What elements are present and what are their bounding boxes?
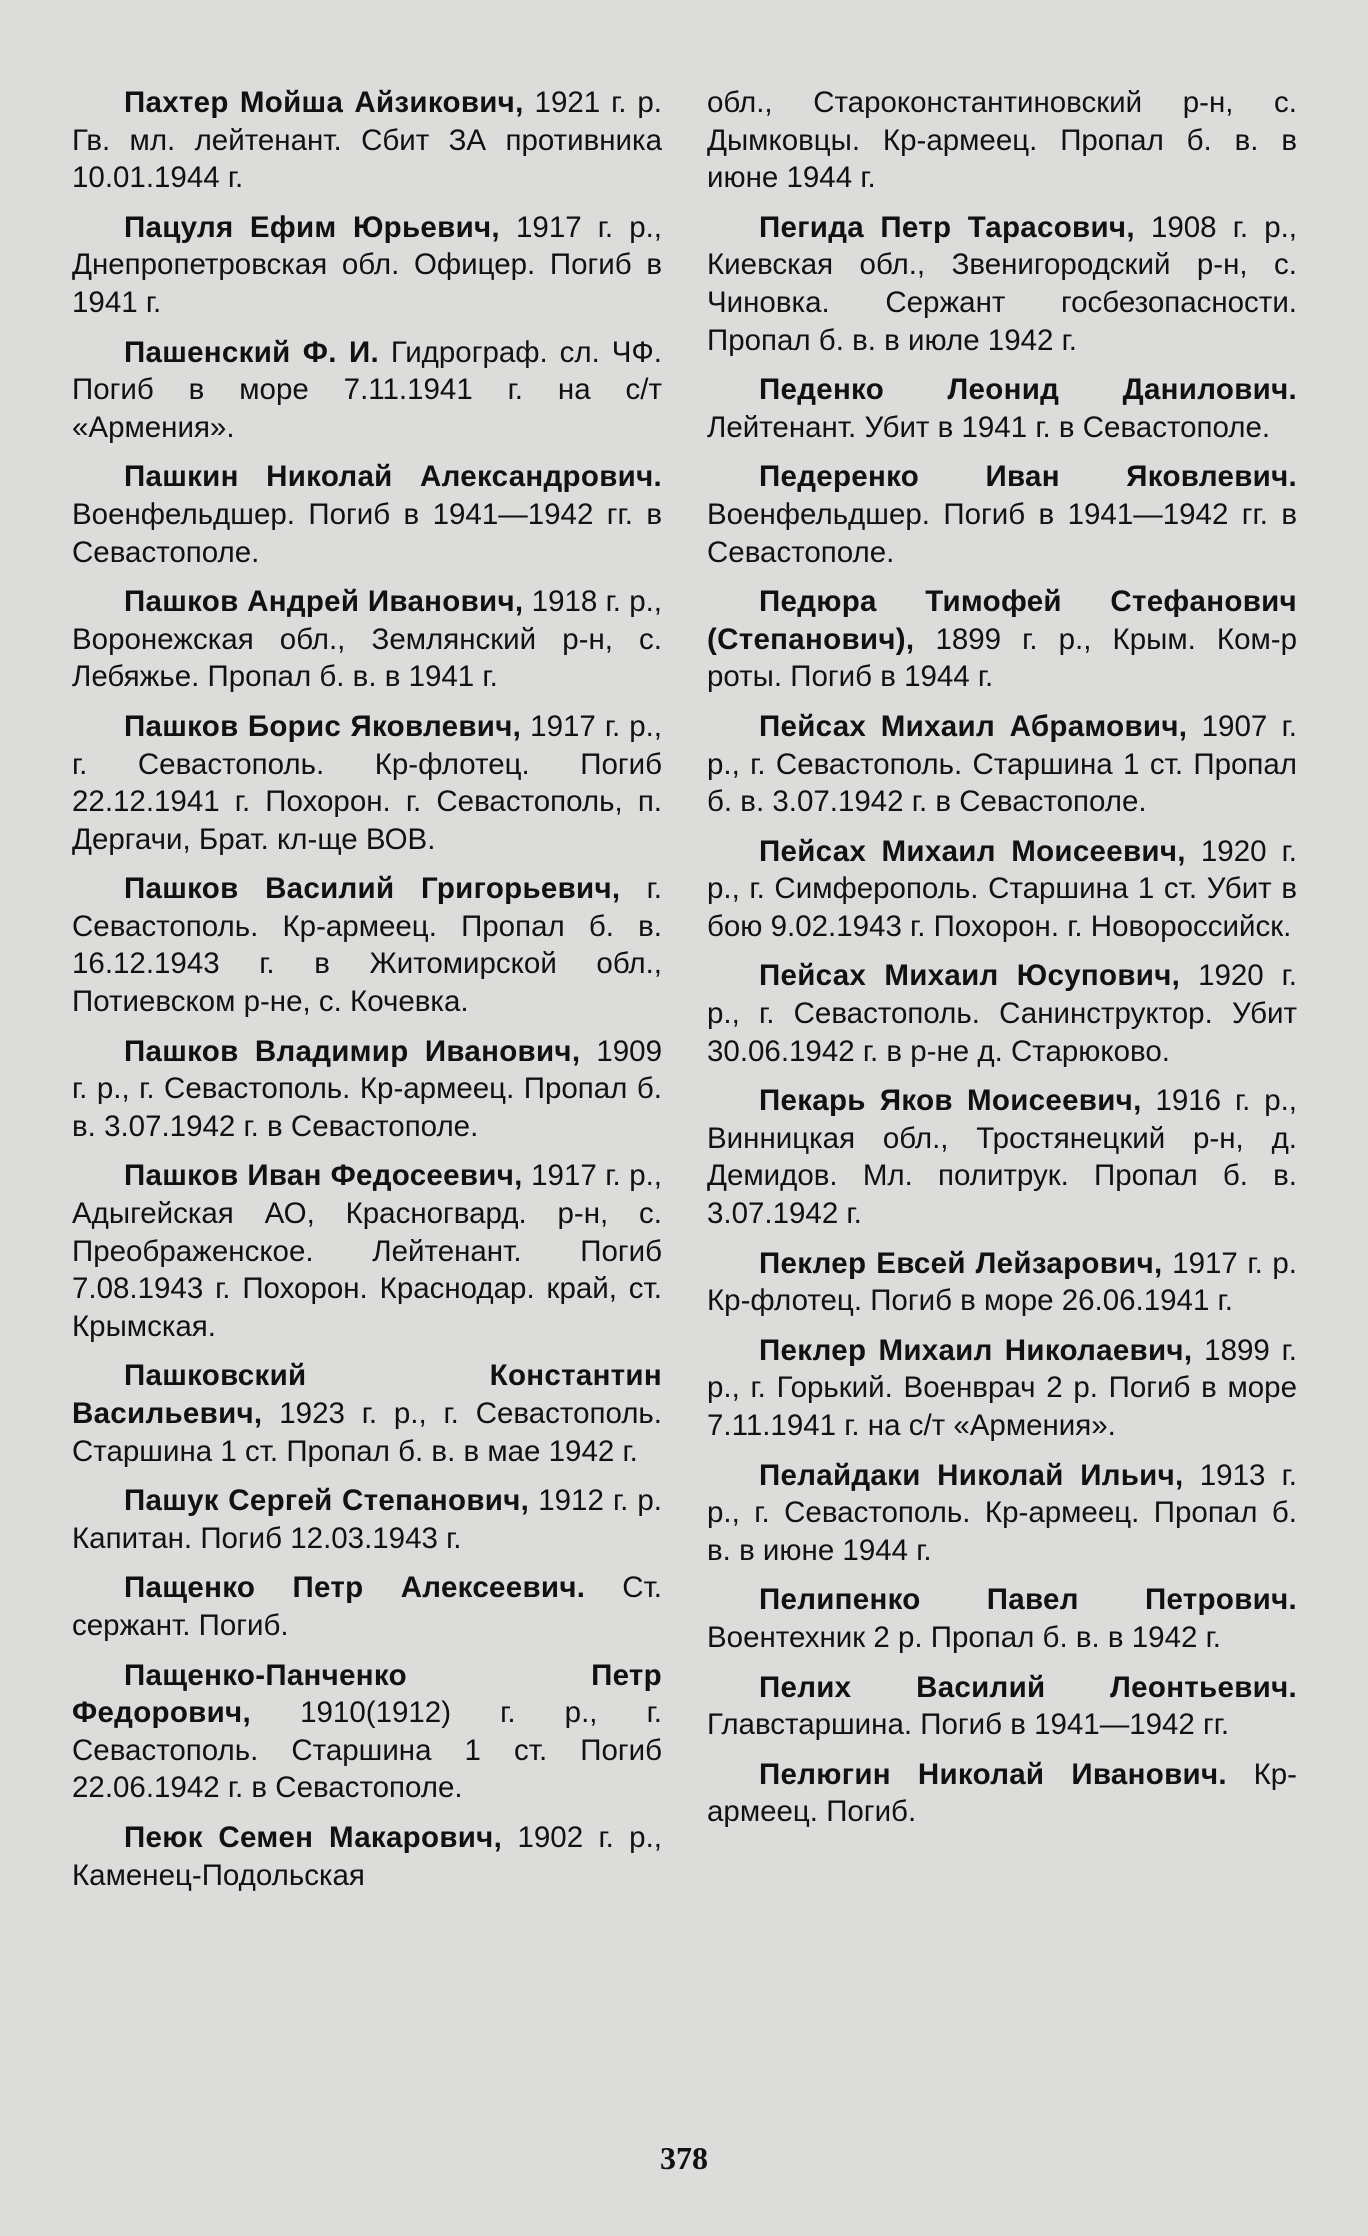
entry-text: 1899 г. р., г. Горький. Военврач 2 р. Погиб в море 7.11.1941 г. на с/т «Армения». (707, 1333, 1298, 1442)
entry (72, 1157, 662, 1345)
entry-name: Пашков Владимир Иванович, (124, 1034, 581, 1068)
entry (72, 334, 662, 447)
entry-name: Пашковский Константин Васильевич, (72, 1359, 662, 1430)
entry-text: 1917 г. р., Адыгейская АО, Красногвард. р-н, с. Преображенское. Лейтенант. Погиб 7.08.1943 г. Похорон. Краснодар. край, ст. Крымская. (72, 1159, 662, 1343)
entry (72, 708, 662, 858)
entry-name: Пейсах Михаил Моисеевич, (759, 834, 1186, 868)
entry (72, 870, 662, 1020)
entry (72, 1033, 662, 1146)
entry-text: 1910(1912) г. р., г. Севастополь. Старшина 1 ст. Погиб 22.06.1942 г. в Севастополе. (72, 1696, 662, 1805)
entry-name: Пеюк Семен Макарович, (124, 1820, 503, 1854)
entry (72, 209, 662, 322)
entry-name: Пашков Иван Федосеевич, (124, 1159, 523, 1193)
entry (72, 1657, 662, 1807)
entry-text: 1908 г. р., Киевская обл., Звенигородский р-н, с. Чиновка. Сержант госбезопасности. Пропал б. в. в июле 1942 г. (707, 210, 1297, 357)
entry-name: Пелюгин Николай Иванович. (759, 1757, 1227, 1791)
entry-name: Пейсах Михаил Абрамович, (759, 709, 1188, 743)
page-number: 378 (660, 2140, 708, 2176)
entry (72, 1357, 662, 1470)
entry-name: Пелипенко Павел Петрович. (759, 1583, 1297, 1617)
entry-text: 1920 г. р., г. Севастополь. Санинструктор. Убит 30.06.1942 г. в р-не д. Старюково. (707, 959, 1297, 1068)
entry (72, 1482, 662, 1557)
entry-name: Пейсах Михаил Юсупович, (759, 959, 1181, 993)
entry-text: 1918 г. р., Воронежская обл., Землянский р-н, с. Лебяжье. Пропал б. в. в 1941 г. (72, 585, 663, 694)
entry-text: 1921 г. р. Гв. мл. лейтенант. Сбит ЗА противника 10.01.1944 г. (72, 86, 662, 195)
entry (707, 833, 1297, 946)
entry-text: Лейтенант. Убит в 1941 г. в Севастополе. (707, 410, 1271, 444)
entry-text: обл., Староконстантиновский р-н, с. Дымковцы. Кр-армеец. Пропал б. в. в июне 1944 г. (707, 86, 1297, 195)
entry-text: г. Севастополь. Кр-армеец. Пропал б. в. 16.12.1943 г. в Житомирской обл., Потиевском р-не, с. Кочевка. (72, 872, 662, 1019)
entry-text: 1917 г. р., г. Севастополь. Кр-флотец. Погиб 22.12.1941 г. Похорон. г. Севастополь, п. Дергачи, Брат. кл-ще ВОВ. (72, 709, 662, 856)
right-column (707, 84, 1297, 1843)
entry (72, 84, 662, 197)
entry (707, 1457, 1297, 1570)
entry-name: Пащенко Петр Алексеевич. (124, 1571, 586, 1605)
entry-name: Пахтер Мойша Айзикович, (124, 86, 524, 119)
entry (707, 583, 1297, 696)
entry-text: 1909 г. р., г. Севастополь. Кр-армеец. Пропал б. в. 3.07.1942 г. в Севастополе. (72, 1034, 662, 1143)
entry (72, 458, 662, 571)
entry-text: 1907 г. р., г. Севастополь. Старшина 1 ст. Пропал б. в. 3.07.1942 г. в Севастополе. (707, 709, 1298, 819)
entry (707, 84, 1297, 197)
entry-name: Пашенский Ф. И. (124, 335, 379, 369)
entry-text: 1913 г. р., г. Севастополь. Кр-армеец. Пропал б. в. в июне 1944 г. (707, 1458, 1297, 1567)
entry-name: Пегида Петр Тарасович, (759, 210, 1135, 244)
entry (707, 458, 1297, 571)
entry-text: Военфельдшер. Погиб в 1941—1942 гг. в Севастополе. (72, 497, 662, 569)
entry-text: Гидрограф. сл. ЧФ. Погиб в море 7.11.1941 г. на с/т «Армения». (72, 335, 663, 444)
entry (707, 209, 1297, 359)
entry-name: Пашков Андрей Иванович, (124, 585, 524, 619)
entry-name: Педюра Тимофей Стефанович (Степанович), (707, 585, 1297, 656)
entry-name: Пелих Василий Леонтьевич. (759, 1670, 1297, 1704)
entry-name: Педеренко Иван Яковлевич. (759, 460, 1297, 494)
entry-name: Пеклер Евсей Лейзарович, (759, 1246, 1163, 1280)
entry-text: Воентехник 2 р. Пропал б. в. в 1942 г. (707, 1620, 1221, 1654)
entry-name: Пашков Василий Григорьевич, (124, 872, 621, 906)
entry (707, 1581, 1297, 1656)
entry (72, 1569, 662, 1644)
left-column (72, 84, 662, 1906)
entry (72, 1819, 662, 1894)
entry-text: 1917 г. р. Кр-флотец. Погиб в море 26.06.1941 г. (707, 1246, 1298, 1318)
entry (707, 1245, 1297, 1320)
entry-text: Ст. сержант. Погиб. (72, 1571, 663, 1642)
entry-name: Пелайдаки Николай Ильич, (759, 1458, 1184, 1492)
entry-name: Пашкин Николай Александрович. (124, 460, 662, 494)
entry (707, 1756, 1297, 1831)
entry-name: Педенко Леонид Данилович. (759, 373, 1297, 407)
entry-name: Пащенко-Панченко Петр Федорович, (72, 1658, 662, 1730)
entry-text: 1912 г. р. Капитан. Погиб 12.03.1943 г. (72, 1484, 663, 1555)
entry (707, 1669, 1297, 1744)
entry (72, 583, 662, 696)
entry-name: Пашков Борис Яковлевич, (124, 709, 522, 743)
entry (707, 708, 1297, 821)
entry (707, 1082, 1297, 1232)
entry-text: Кр-армеец. Погиб. (707, 1757, 1297, 1829)
entry (707, 1332, 1297, 1445)
entry-text: 1917 г. р., Днепропетровская обл. Офицер. Погиб в 1941 г. (72, 210, 662, 319)
entry-text: 1920 г. р., г. Симферополь. Старшина 1 ст. Убит в бою 9.02.1943 г. Похорон. г. Новороссийск. (707, 834, 1298, 943)
entry-text: 1916 г. р., Винницкая обл., Тростянецкий р-н, д. Демидов. Мл. политрук. Пропал б. в. 3.07.1942 г. (707, 1084, 1297, 1231)
entry (707, 957, 1297, 1070)
entry-name: Пеклер Михаил Николаевич, (759, 1333, 1193, 1367)
entry (707, 371, 1297, 446)
entry-text: Главстаршина. Погиб в 1941—1942 гг. (707, 1708, 1230, 1742)
entry-text: 1902 г. р., Каменец-Подольская (72, 1820, 662, 1892)
entry-text: 1923 г. р., г. Севастополь. Старшина 1 ст. Пропал б. в. в мае 1942 г. (72, 1397, 662, 1468)
entry-text: 1899 г. р., Крым. Ком-р роты. Погиб в 1944 г. (707, 622, 1297, 694)
entry-name: Пашук Сергей Степанович, (124, 1484, 530, 1518)
entry-name: Пекарь Яков Моисеевич, (759, 1084, 1142, 1118)
entry-name: Пацуля Ефим Юрьевич, (124, 210, 500, 244)
entry-text: Военфельдшер. Погиб в 1941—1942 гг. в Севастополе. (707, 497, 1297, 569)
